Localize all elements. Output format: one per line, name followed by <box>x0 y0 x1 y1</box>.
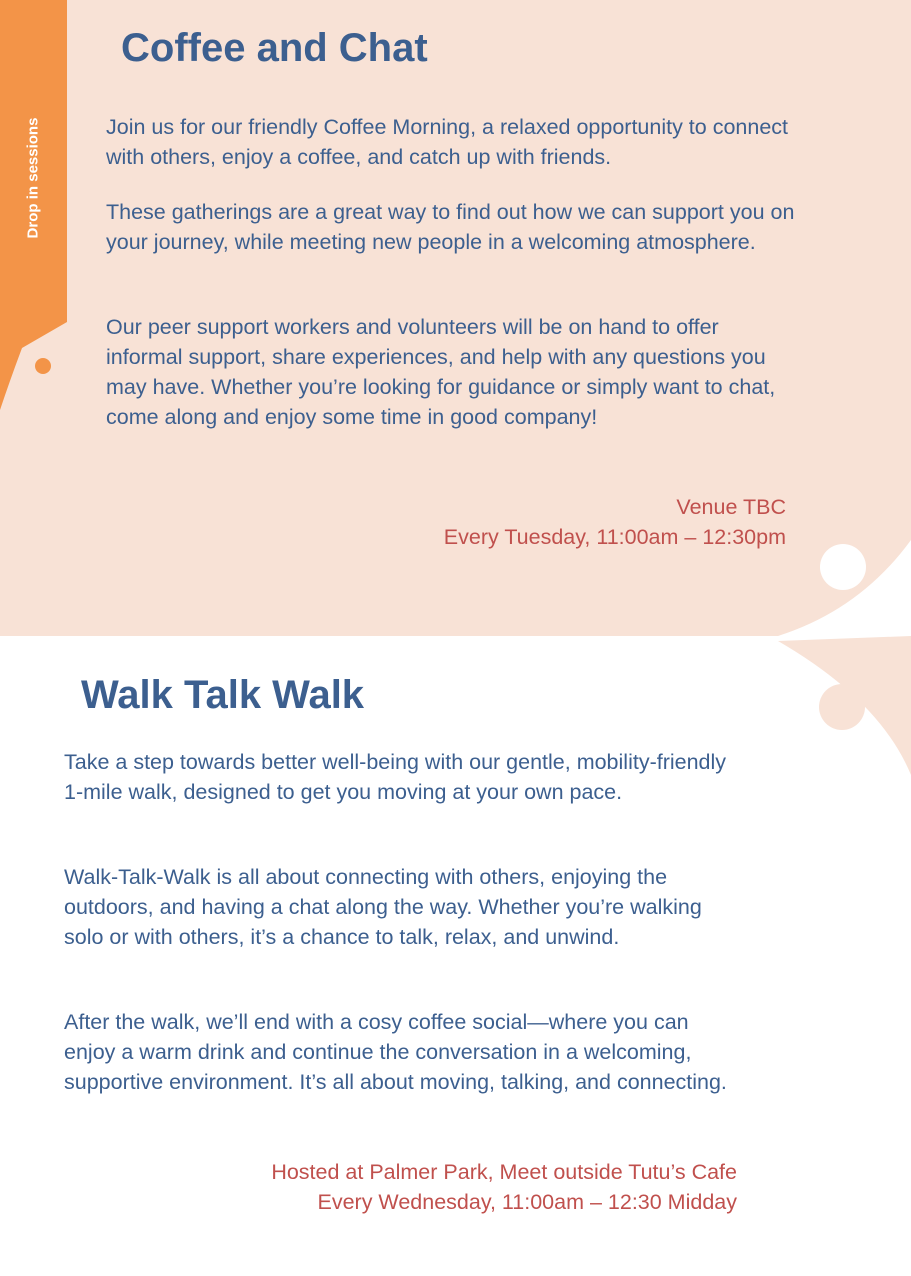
coffee-title: Coffee and Chat <box>121 26 428 70</box>
coffee-venue: Venue TBC <box>676 495 786 519</box>
orange-wedge-shape <box>0 322 67 410</box>
walk-venue: Hosted at Palmer Park, Meet outside Tutu’s Cafe <box>271 1160 737 1184</box>
walk-paragraph-1: Take a step towards better well-being with our gentle, mobility-friendly 1-mile walk, designed to get you moving at your own pace. <box>64 750 727 804</box>
walk-paragraph-3: After the walk, we’ll end with a cosy coffee social—where you can enjoy a warm drink and continue the conversation in a welcoming, supportive environment. It’s all about moving, talking, and connecting. <box>64 1010 727 1094</box>
walk-schedule: Every Wednesday, 11:00am – 12:30 Midday <box>317 1190 737 1214</box>
orange-dot <box>35 358 51 374</box>
coffee-paragraph-1: Join us for our friendly Coffee Morning, a relaxed opportunity to connect with others, enjoy a coffee, and catch up with friends. <box>106 115 789 169</box>
coffee-schedule: Every Tuesday, 11:00am – 12:30pm <box>443 525 786 549</box>
white-dot <box>820 544 866 590</box>
coffee-paragraph-2: These gatherings are a great way to find out how we can support you on your journey, while meeting new people in a welcoming atmosphere. <box>106 200 795 254</box>
peach-dot <box>819 684 865 730</box>
walk-title: Walk Talk Walk <box>81 673 365 717</box>
drop-in-sessions-tab <box>0 0 67 322</box>
coffee-paragraph-3: Our peer support workers and volunteers will be on hand to offer informal support, share experiences, and help with any questions you may have. Whether you’re looking for guidance or simply want to chat, come along and enjoy some time in good company! <box>106 315 776 429</box>
walk-paragraph-2: Walk-Talk-Walk is all about connecting with others, enjoying the outdoors, and having a chat along the way. Whether you’re walking solo or with others, it’s a chance to talk, relax, and unwind. <box>64 865 702 949</box>
side-tab-label: Drop in sessions <box>24 117 42 239</box>
